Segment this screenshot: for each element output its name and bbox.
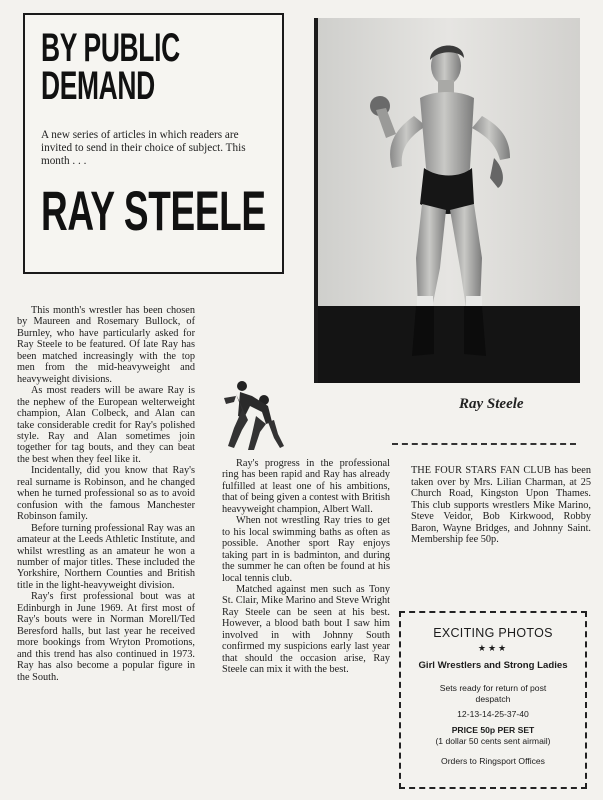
- advert-price-note: (1 dollar 50 cents sent airmail): [435, 736, 551, 746]
- wrestlers-illustration-icon: [222, 376, 286, 454]
- divider-rule: [392, 443, 576, 445]
- advert-line: despatch: [475, 694, 511, 704]
- paragraph: Incidentally, did you know that Ray's real surname is Robinson, and he changed when he turned professional so as to avoid confusion with the famous Manchester Robinson family.: [17, 465, 195, 523]
- feature-name: RAY STEELE: [41, 179, 266, 242]
- paragraph: Matched against men such as Tony St. Clair, Mike Marino and Steve Wright Ray Steele can be seen at his best. However, a blood bath bout I saw him involved in with Johnny South confirmed my suspicions early last year that should the occasion arise, Ray Steele can mix it with the best.: [222, 583, 390, 676]
- article-column-1: [17, 305, 195, 683]
- advert-order-line: Orders to Ringsport Offices: [441, 756, 545, 766]
- wrestler-photo: [314, 18, 580, 383]
- advert-set-numbers: 12-13-14-25-37-40: [457, 709, 529, 719]
- fan-club-text: has been taken over by Mrs. Lilian Charman, at 25 Church Road, Kingston Upon Thames. This club supports wrestlers Mike Marino, Steve Veidor, Bob Kirkwood, Robby Baron, Wayne Bridges, and Johnny Saint. Membership fee 50p.: [411, 465, 591, 545]
- photos-advert: [399, 611, 587, 789]
- photo-caption: Ray Steele: [459, 396, 524, 412]
- advert-price: PRICE 50p PER SET: [451, 725, 535, 735]
- fan-club-notice: [411, 465, 591, 546]
- article-column-2: [222, 458, 390, 676]
- advert-title: EXCITING PHOTOS: [433, 626, 553, 640]
- paragraph: This month's wrestler has been chosen by Maureen and Rosemary Bullock, of Burnley, who have particularly asked for Ray Steele to be featured. Of late Ray has been matched increasingly with the top men from the mid-heavyweight and heavyweight divisions.: [17, 305, 195, 385]
- paragraph: As most readers will be aware Ray is the nephew of the European welterweight champion, Alan Colbeck, and Alan can take considerable credit for Ray's polished style. Ray and Alan sometimes join together for tag bouts, and they can beat the best when they feel like it.: [17, 385, 195, 465]
- paragraph: When not wrestling Ray tries to get to his local swimming baths as often as possible. Another sport Ray enjoys taking part in is badminton, and during the summer he can often be found at his local tennis club.: [222, 515, 390, 584]
- headline-line-1: BY PUBLIC: [41, 26, 180, 70]
- fan-club-heading: THE FOUR STARS FAN CLUB: [411, 465, 551, 476]
- series-intro: A new series of articles in which readers are invited to send in their choice of subject. This month . . .: [41, 129, 246, 167]
- paragraph: Before turning professional Ray was an amateur at the Leeds Athletic Institute, and whilst wrestling as an amateur he won a number of major titles. These included the Yorkshire, Northern Counties and British title in the light-heavyweight division.: [17, 522, 195, 591]
- star-icon: ★★★: [477, 643, 509, 653]
- headline-line-2: DEMAND: [41, 64, 155, 108]
- paragraph: Ray's progress in the professional ring has been rapid and Ray has already fulfilled at least one of his ambitions, that of being given a contest with British heavyweight champion, Albert Wall.: [222, 458, 390, 515]
- advert-line: Sets ready for return of post: [439, 683, 547, 693]
- advert-subtitle: Girl Wrestlers and Strong Ladies: [418, 660, 568, 671]
- paragraph: Ray's first professional bout was at Edinburgh in June 1969. At first most of Ray's bouts were in Norman Morell/Ted Beresford halls, but last year he received more bookings from Wryton Promotions, and this trend has also continued in 1973. Ray has also become a popular figure in the South.: [17, 591, 195, 683]
- title-box: [23, 13, 284, 274]
